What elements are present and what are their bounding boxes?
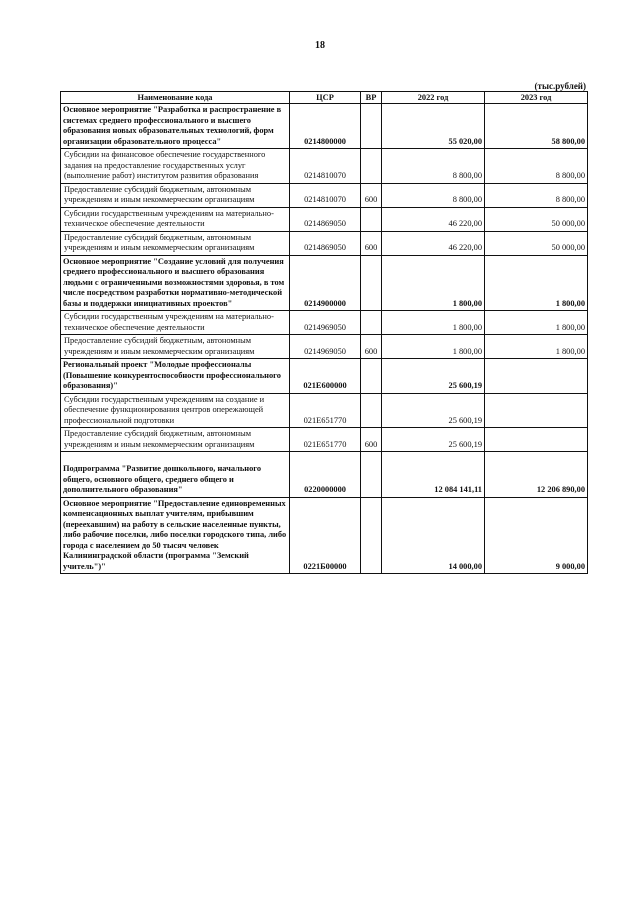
table-row	[61, 452, 588, 498]
cell-csr: 0214800000	[290, 104, 361, 149]
cell-2023: 8 800,00	[485, 149, 588, 184]
cell-csr: 0214869050	[290, 207, 361, 231]
table-header-row	[61, 92, 588, 104]
cell-2023	[485, 393, 588, 428]
cell-csr: 0214869050	[290, 231, 361, 255]
cell-vr	[361, 207, 382, 231]
page-number: 18	[315, 40, 325, 51]
cell-csr: 021Е651770	[290, 428, 361, 452]
cell-2022: 12 084 141,11	[382, 452, 485, 498]
cell-2022: 1 800,00	[382, 255, 485, 311]
cell-csr: 021Е600000	[290, 359, 361, 394]
table-row	[61, 255, 588, 311]
cell-2023: 50 000,00	[485, 207, 588, 231]
cell-vr: 600	[361, 183, 382, 207]
cell-name: Субсидии государственным учреждениям на материально-техническое обеспечение деятельности	[61, 311, 290, 335]
cell-name: Предоставление субсидий бюджетным, автономным учреждениям и иным некоммерческим организациям	[61, 231, 290, 255]
cell-name: Основное мероприятие "Создание условий для получения среднего профессионального и высшего образования людьми с ограниченными возможностями здоровья, в том числе посредством разработки нормативно-методической базы и поддержки инициативных проектов"	[61, 255, 290, 311]
header-vr: ВР	[361, 92, 382, 104]
cell-vr	[361, 497, 382, 574]
table-row	[61, 428, 588, 452]
cell-name: Основное мероприятие "Предоставление единовременных компенсационных выплат учителям, прибывшим (переехавшим) на работу в сельские населенные пункты, либо рабочие поселки, либо поселки городского типа, либо города с населением до 50 тысяч человек Калининградской области (программа "Земский учитель")"	[61, 497, 290, 574]
cell-vr	[361, 359, 382, 394]
table-row	[61, 497, 588, 574]
cell-csr: 0214810070	[290, 183, 361, 207]
cell-vr: 600	[361, 231, 382, 255]
cell-name: Субсидии государственным учреждениям на материально-техническое обеспечение деятельности	[61, 207, 290, 231]
table-row	[61, 207, 588, 231]
table-row	[61, 359, 588, 394]
cell-2023: 1 800,00	[485, 255, 588, 311]
cell-name: Основное мероприятие "Разработка и распространение в системах среднего профессионального и высшего образования новых образовательных технологий, форм организации образовательного процесса"	[61, 104, 290, 149]
cell-2023: 58 800,00	[485, 104, 588, 149]
cell-2023	[485, 428, 588, 452]
header-2022: 2022 год	[382, 92, 485, 104]
cell-vr	[361, 255, 382, 311]
cell-2022: 46 220,00	[382, 207, 485, 231]
cell-2023: 1 800,00	[485, 311, 588, 335]
cell-2022: 1 800,00	[382, 311, 485, 335]
cell-2023	[485, 359, 588, 394]
cell-vr	[361, 149, 382, 184]
header-name: Наименование кода	[61, 92, 290, 104]
cell-2023: 1 800,00	[485, 335, 588, 359]
cell-csr: 0221Б00000	[290, 497, 361, 574]
cell-2023: 9 000,00	[485, 497, 588, 574]
cell-2022: 8 800,00	[382, 149, 485, 184]
cell-2022: 25 600,19	[382, 428, 485, 452]
cell-csr: 0214969050	[290, 311, 361, 335]
cell-2023: 50 000,00	[485, 231, 588, 255]
cell-name: Предоставление субсидий бюджетным, автономным учреждениям и иным некоммерческим организациям	[61, 428, 290, 452]
cell-2023: 8 800,00	[485, 183, 588, 207]
table-body	[61, 104, 588, 574]
table-row	[61, 183, 588, 207]
cell-name: Субсидии государственным учреждениям на создание и обеспечение функционирования центров опережающей профессиональной подготовки	[61, 393, 290, 428]
cell-name: Региональный проект "Молодые профессионалы (Повышение конкурентоспособности профессионального образования)"	[61, 359, 290, 394]
cell-name: Субсидии на финансовое обеспечение государственного задания на предоставление государственных услуг (выполнение работ) институтом развития образования	[61, 149, 290, 184]
cell-vr	[361, 393, 382, 428]
table-row	[61, 149, 588, 184]
cell-2022: 14 000,00	[382, 497, 485, 574]
cell-2022: 1 800,00	[382, 335, 485, 359]
units-label: (тыс.рублей)	[534, 81, 586, 91]
cell-2022: 55 020,00	[382, 104, 485, 149]
table-row	[61, 311, 588, 335]
cell-vr: 600	[361, 335, 382, 359]
cell-2022: 25 600,19	[382, 359, 485, 394]
table-row	[61, 231, 588, 255]
cell-csr: 021Е651770	[290, 393, 361, 428]
cell-2022: 8 800,00	[382, 183, 485, 207]
cell-csr: 0214969050	[290, 335, 361, 359]
cell-name: Предоставление субсидий бюджетным, автономным учреждениям и иным некоммерческим организациям	[61, 335, 290, 359]
cell-vr	[361, 452, 382, 498]
cell-csr: 0214900000	[290, 255, 361, 311]
table-row	[61, 104, 588, 149]
cell-2023: 12 206 890,00	[485, 452, 588, 498]
cell-vr	[361, 311, 382, 335]
cell-vr: 600	[361, 428, 382, 452]
cell-name: Подпрограмма "Развитие дошкольного, начального общего, основного общего, среднего общего и дополнительного образования"	[61, 452, 290, 498]
cell-csr: 0220000000	[290, 452, 361, 498]
budget-table	[60, 91, 588, 574]
cell-name: Предоставление субсидий бюджетным, автономным учреждениям и иным некоммерческим организациям	[61, 183, 290, 207]
cell-vr	[361, 104, 382, 149]
table-row	[61, 393, 588, 428]
cell-csr: 0214810070	[290, 149, 361, 184]
header-2023: 2023 год	[485, 92, 588, 104]
cell-2022: 46 220,00	[382, 231, 485, 255]
header-csr: ЦСР	[290, 92, 361, 104]
table-row	[61, 335, 588, 359]
cell-2022: 25 600,19	[382, 393, 485, 428]
